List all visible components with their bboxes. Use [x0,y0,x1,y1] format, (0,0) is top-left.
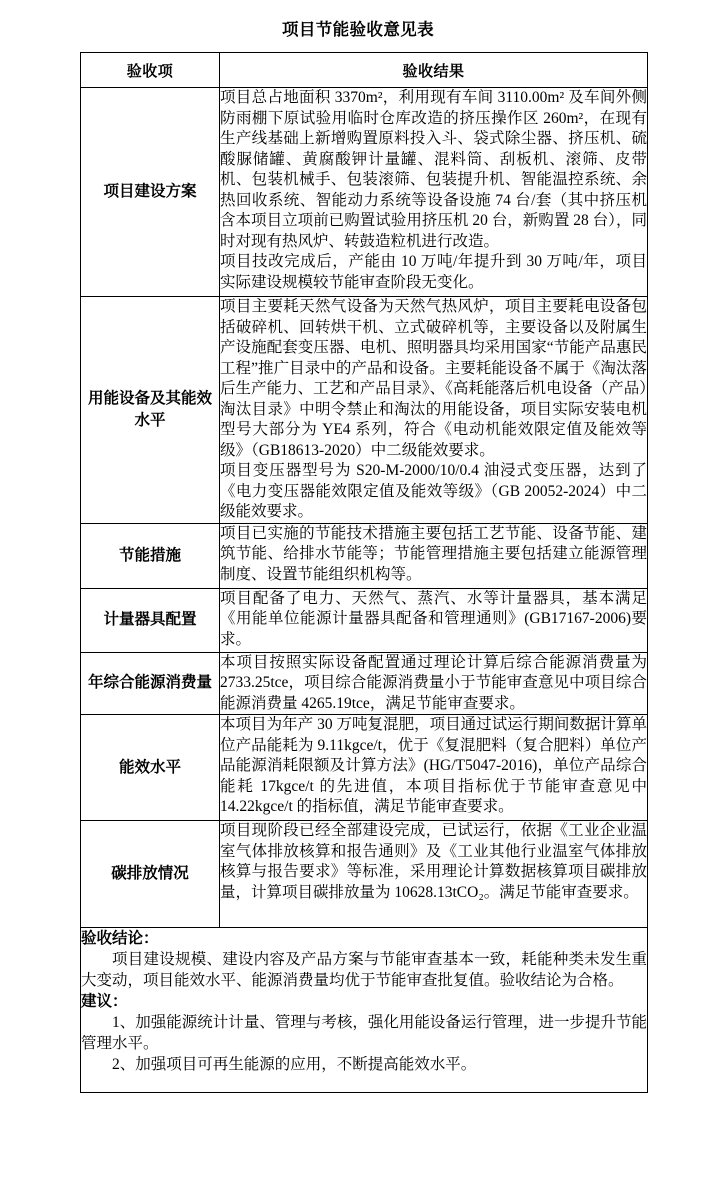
conclusion-row [81,928,648,1093]
row-label: 用能设备及其能效水平 [81,297,220,524]
conclusion-section [81,928,648,1093]
conclusion-text: 项目建设规模、建设内容及产品方案与节能审查基本一致，耗能种类未发生重大变动，项目能效水平、能源消费量均优于节能审查批复值。验收结论为合格。 [81,951,647,989]
row-result [220,821,648,928]
table-row-construction-plan [81,88,648,297]
row-label: 项目建设方案 [81,88,220,297]
result-paragraph: 项目变压器型号为 S20-M-2000/10/0.4 油浸式变压器，达到了《电力变压器能效限定值及能效等级》（GB 20052-2024）中二级能效要求。 [220,462,647,520]
suggestion-heading: 建议： [81,993,128,1010]
row-result [220,297,648,524]
table-row-metering [81,588,648,652]
row-result [220,88,648,297]
table-header-row [81,53,648,88]
row-label: 能效水平 [81,715,220,821]
result-paragraph: 项目总占地面积 3370m²，利用现有车间 3110.00m² 及车间外侧防雨棚下原试验用临时仓库改造的挤压操作区 260m²，在现有生产线基础上新增购置原料投入斗、袋式除尘器、挤压机、硫酸脲储罐、黄腐酸钾计量罐、混料筒、刮板机、滚筛、皮带机、包装机械手、包装滚筛、包装提升机、智能温控系统、余热回收系统、智能动力系统等设备设施 74 台/套（其中挤压机含本项目立项前已购置试验用挤压机 20 台，新购置 28 台），同时对现有热风炉、转鼓造粒机进行改造。 [220,89,647,250]
suggestion-item: 1、加强能源统计计量、管理与考核，强化用能设备运行管理，进一步提升节能管理水平。 [81,1014,647,1052]
row-result [220,715,648,821]
table-row-equipment-efficiency [81,297,648,524]
row-label: 碳排放情况 [81,821,220,928]
result-paragraph: 本项目为年产 30 万吨复混肥，项目通过试运行期间数据计算单位产品能耗为 9.11kgce/t，优于《复混肥料（复合肥料）单位产品能源消耗限额及计算方法》(HG/T5047-2016)，单位产品综合能耗 17kgce/t 的先进值，本项目指标优于节能审查意见中 14.22kgce/t 的指标值，满足节能审查要求。 [220,716,647,815]
table-row-annual-consumption [81,652,648,715]
table-row-efficiency-level [81,715,648,821]
result-paragraph: 项目已实施的节能技术措施主要包括工艺节能、设备节能、建筑节能、给排水节能等；节能管理措施主要包括建立能源管理制度、设置节能组织机构等。 [220,524,647,583]
row-label: 计量器具配置 [81,588,220,652]
result-paragraph: 项目技改完成后，产能由 10 万吨/年提升到 30 万吨/年，项目实际建设规模较节能审查阶段无变化。 [220,253,647,291]
header-result: 验收结果 [220,53,648,88]
result-paragraph: 项目主要耗天然气设备为天然气热风炉，项目主要耗电设备包括破碎机、回转烘干机、立式破碎机等，主要设备以及附属生产设施配套变压器、电机、照明器具均采用国家“节能产品惠民工程”推广目录中的产品和设备。主要耗能设备不属于《淘汰落后生产能力、工艺和产品目录》、《高耗能落后机电设备（产品）淘汰目录》中明令禁止和淘汰的用能设备，项目实际安装电机型号大部分为 YE4 系列，符合《电动机能效限定值及能效等级》（GB18613-2020）中二级能效要求。 [220,298,647,459]
result-paragraph: 项目现阶段已经全部建设完成，已试运行，依据《工业企业温室气体排放核算和报告通则》及《工业其他行业温室气体排放核算与报告要求》等标准，采用理论计算数据核算项目碳排放量，计算项目碳排放量为 10628.13tCO₂。满足节能审查要求。 [220,822,647,901]
row-label: 年综合能源消费量 [81,652,220,715]
result-paragraph: 项目配备了电力、天然气、蒸汽、水等计量器具，基本满足《用能单位能源计量器具配备和管理通则》(GB17167-2006)要求。 [220,589,647,648]
row-result [220,588,648,652]
table-row-carbon-emission [81,821,648,928]
table-row-energy-measures [81,523,648,588]
row-result [220,652,648,715]
acceptance-table [80,52,648,1093]
header-item: 验收项 [81,53,220,88]
document-title: 项目节能验收意见表 [281,20,435,39]
suggestion-item: 2、加强项目可再生能源的应用，不断提高能效水平。 [112,1056,477,1073]
conclusion-heading: 验收结论： [81,930,159,947]
row-label: 节能措施 [81,523,220,588]
result-paragraph: 本项目按照实际设备配置通过理论计算后综合能源消费量为 2733.25tce，项目综合能源消费量小于节能审查意见中项目综合能源消费量 4265.19tce，满足节能审查要求。 [220,653,647,712]
row-result [220,523,648,588]
